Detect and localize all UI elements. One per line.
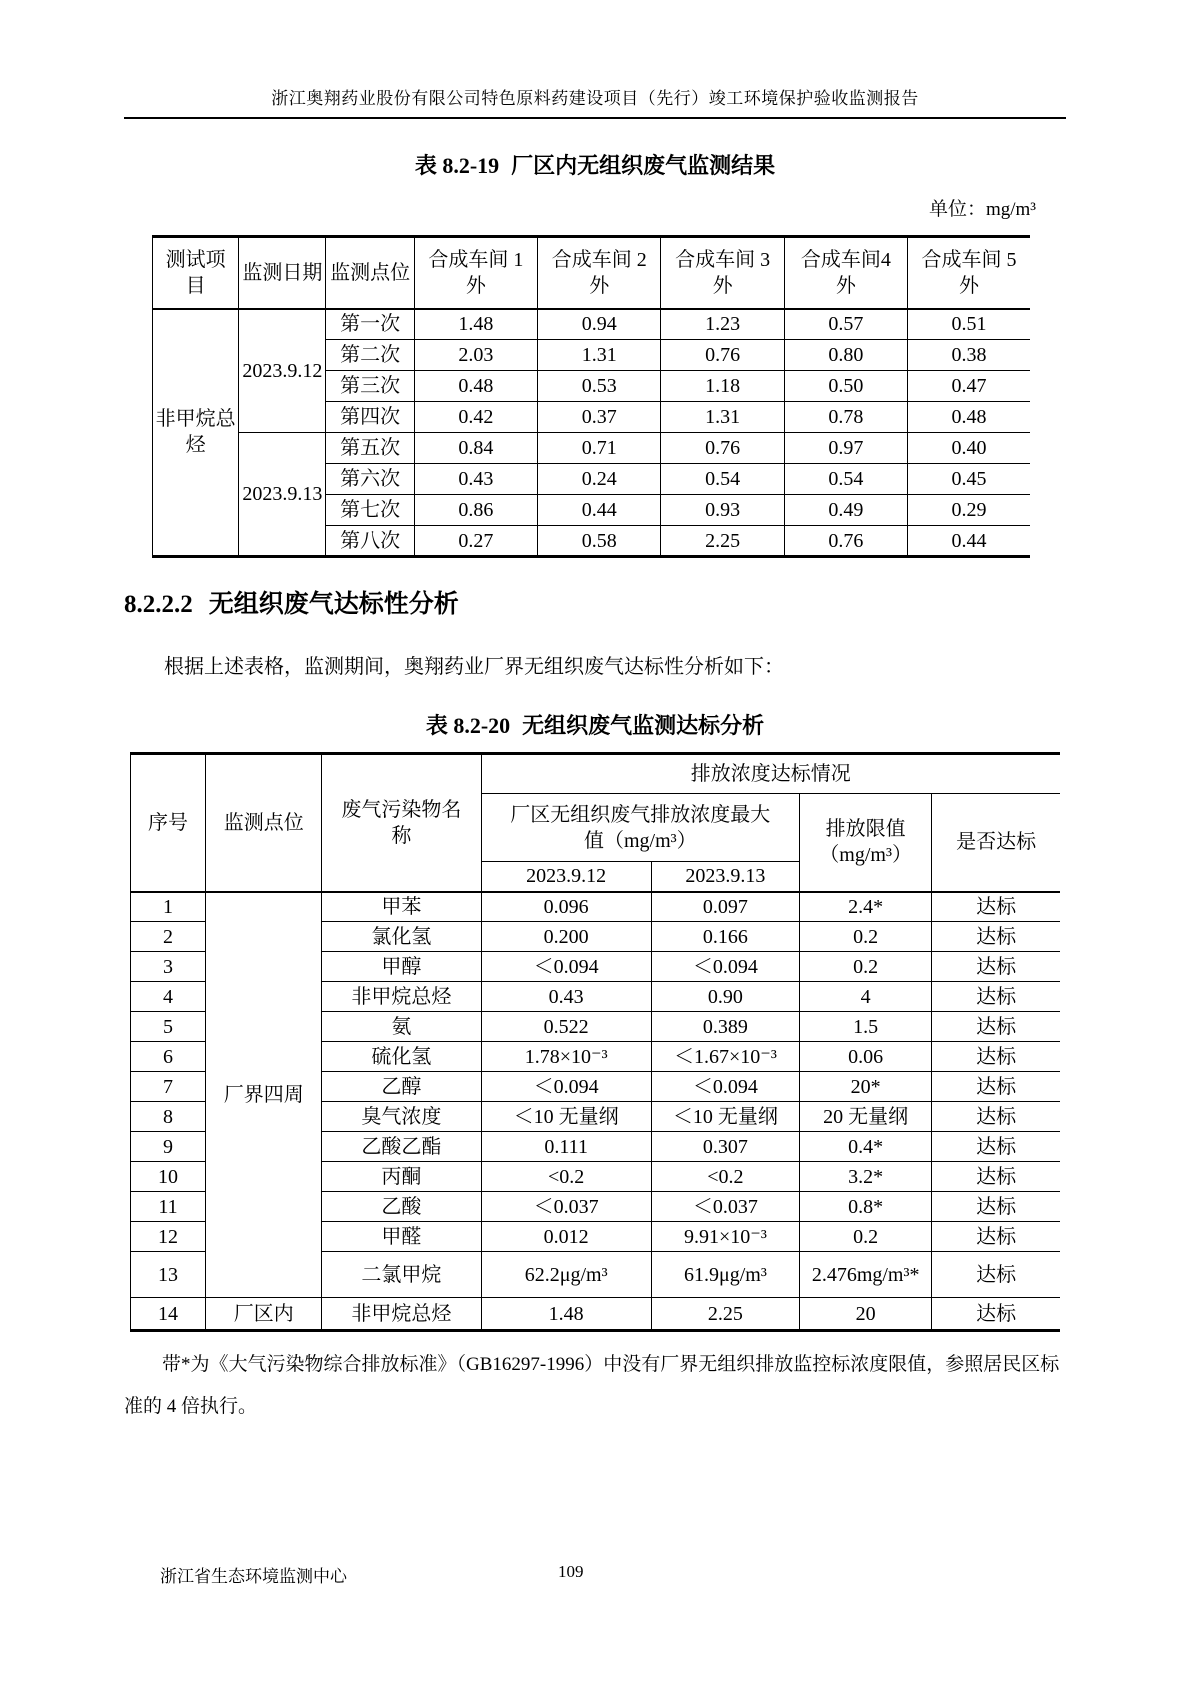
header-line: 外 (712, 274, 733, 297)
pollutant-header-cell (322, 754, 481, 892)
trial-label-cell: 第八次 (326, 526, 414, 557)
pollutant-cell: 二氯甲烷 (322, 1252, 481, 1298)
value-cell: 0.111 (481, 1132, 651, 1162)
value-cell: 0.48 (908, 402, 1030, 433)
seq-cell: 7 (131, 1072, 206, 1102)
seq-cell: 4 (131, 982, 206, 1012)
value-cell: 0.307 (651, 1132, 799, 1162)
section-number: 8.2.2.2 (124, 591, 193, 618)
status-cell: 达标 (932, 1252, 1060, 1298)
pollutant-cell: 乙醇 (322, 1072, 481, 1102)
value-cell: 0.90 (651, 982, 799, 1012)
pollutant-cell: 甲醇 (322, 952, 481, 982)
seq-cell: 8 (131, 1102, 206, 1132)
unit-label: 单位：mg/m³ (928, 199, 1036, 220)
limit-cell: 20* (800, 1072, 932, 1102)
status-cell: 达标 (932, 892, 1060, 922)
header-line: 废气污染物名 (341, 798, 462, 821)
header-line: 合成车间 2 (551, 248, 647, 271)
seq-cell: 14 (131, 1298, 206, 1331)
value-cell: 0.93 (661, 495, 784, 526)
seq-cell: 5 (131, 1012, 206, 1042)
value-cell: 0.012 (481, 1222, 651, 1252)
value-cell: 0.80 (784, 340, 907, 371)
header-line: 排放限值 (825, 818, 906, 841)
test-item-header-cell (153, 237, 239, 309)
limit-cell: 0.06 (800, 1042, 932, 1072)
value-cell: 2.03 (414, 340, 537, 371)
value-cell: 0.84 (414, 433, 537, 464)
workshop2-header-cell (538, 237, 661, 309)
value-cell: 0.43 (414, 464, 537, 495)
value-cell: 2.25 (661, 526, 784, 557)
status-cell: 达标 (932, 1192, 1060, 1222)
pollutant-cell: 臭气浓度 (322, 1102, 481, 1132)
trial-label-cell: 第一次 (326, 309, 414, 340)
table1-header-row (153, 237, 1031, 309)
limit-cell: 20 (800, 1298, 932, 1331)
value-cell: 0.58 (538, 526, 661, 557)
value-cell: 0.97 (784, 433, 907, 464)
value-cell: 0.45 (908, 464, 1030, 495)
point-header-cell: 监测点位 (326, 237, 414, 309)
header-line: 外 (589, 274, 610, 297)
pollutant-cell: 氯化氢 (322, 922, 481, 952)
table-footnote (124, 1344, 1066, 1428)
value-cell: ＜1.67×10⁻³ (651, 1042, 799, 1072)
limit-header-cell (800, 794, 932, 892)
date2-header-cell: 2023.9.13 (651, 862, 799, 892)
limit-cell: 0.2 (800, 922, 932, 952)
value-cell: 0.389 (651, 1012, 799, 1042)
table2-title (124, 709, 1066, 740)
value-cell: 1.31 (538, 340, 661, 371)
test-item-cell: 非甲烷总烃 (153, 309, 239, 557)
table-row (131, 892, 1061, 922)
point-cell: 厂区内 (206, 1298, 322, 1331)
status-cell: 达标 (932, 1162, 1060, 1192)
trial-label-cell: 第三次 (326, 371, 414, 402)
limit-cell: 2.4* (800, 892, 932, 922)
workshop1-header-cell (414, 237, 537, 309)
status-cell: 达标 (932, 1102, 1060, 1132)
value-cell: 0.42 (414, 402, 537, 433)
value-cell: 0.54 (784, 464, 907, 495)
value-cell: 0.166 (651, 922, 799, 952)
header-line: 测试项 (165, 248, 226, 271)
value-cell: ＜0.037 (651, 1192, 799, 1222)
value-cell: 0.43 (481, 982, 651, 1012)
seq-cell: 3 (131, 952, 206, 982)
status-cell: 达标 (932, 982, 1060, 1012)
header-line: 厂区无组织废气排放浓度最大 (510, 803, 771, 826)
pollutant-cell: 乙酸乙酯 (322, 1132, 481, 1162)
value-cell: ＜0.094 (651, 952, 799, 982)
seq-cell: 2 (131, 922, 206, 952)
limit-cell: 1.5 (800, 1012, 932, 1042)
header-line: 合成车间4 (800, 248, 891, 271)
header-line: 值（mg/m³） (583, 829, 697, 852)
point-cell: 厂界四周 (206, 892, 322, 1298)
table-compliance-analysis (130, 752, 1060, 1332)
seq-cell: 13 (131, 1252, 206, 1298)
seq-cell: 1 (131, 892, 206, 922)
value-cell: 0.94 (538, 309, 661, 340)
value-cell: 0.71 (538, 433, 661, 464)
value-cell: 0.24 (538, 464, 661, 495)
value-cell: 0.522 (481, 1012, 651, 1042)
value-cell: ＜0.094 (651, 1072, 799, 1102)
seq-cell: 11 (131, 1192, 206, 1222)
value-cell: 1.48 (481, 1298, 651, 1331)
page-number: 109 (558, 1562, 584, 1581)
intro-paragraph: 根据上述表格，监测期间，奥翔药业厂界无组织废气达标性分析如下： (164, 656, 784, 678)
header-line: 外 (465, 274, 486, 297)
value-cell: 1.78×10⁻³ (481, 1042, 651, 1072)
value-cell: 62.2μg/m³ (481, 1252, 651, 1298)
value-cell: 0.86 (414, 495, 537, 526)
value-cell: 0.44 (538, 495, 661, 526)
value-cell: ＜0.037 (481, 1192, 651, 1222)
value-cell: 0.50 (784, 371, 907, 402)
pollutant-cell: 甲醛 (322, 1222, 481, 1252)
value-cell: 0.51 (908, 309, 1030, 340)
header-line: 合成车间 3 (675, 248, 771, 271)
pollutant-cell: 乙酸 (322, 1192, 481, 1222)
header-line: 外 (959, 274, 980, 297)
limit-cell: 0.2 (800, 1222, 932, 1252)
value-cell: 0.29 (908, 495, 1030, 526)
table2-header-row-1 (131, 754, 1061, 794)
pollutant-cell: 甲苯 (322, 892, 481, 922)
value-cell: 9.91×10⁻³ (651, 1222, 799, 1252)
value-cell: 0.096 (481, 892, 651, 922)
header-line: 目 (185, 274, 206, 297)
workshop4-header-cell (784, 237, 907, 309)
value-cell: 1.31 (661, 402, 784, 433)
value-cell: 0.27 (414, 526, 537, 557)
value-cell: 0.78 (784, 402, 907, 433)
compliance-group-header-cell: 排放浓度达标情况 (481, 754, 1060, 794)
seq-cell: 12 (131, 1222, 206, 1252)
status-cell: 达标 (932, 1072, 1060, 1102)
value-cell: 0.44 (908, 526, 1030, 557)
value-cell: 0.57 (784, 309, 907, 340)
value-cell: 1.18 (661, 371, 784, 402)
workshop5-header-cell (908, 237, 1030, 309)
limit-cell: 20 无量纲 (800, 1102, 932, 1132)
value-cell: 0.48 (414, 371, 537, 402)
seq-cell: 9 (131, 1132, 206, 1162)
status-cell: 达标 (932, 1132, 1060, 1162)
value-cell: ＜0.094 (481, 952, 651, 982)
status-cell: 达标 (932, 1042, 1060, 1072)
value-cell: 0.40 (908, 433, 1030, 464)
value-cell: ＜10 无量纲 (651, 1102, 799, 1132)
footnote-line: 带*为《大气污染物综合排放标准》（GB16297-1996）中没有厂界无组织排放监控标浓度限值，参照居民区标 (162, 1354, 1060, 1375)
seq-cell: 10 (131, 1162, 206, 1192)
value-cell: 0.37 (538, 402, 661, 433)
value-cell: 2.25 (651, 1298, 799, 1331)
limit-cell: 2.476mg/m³* (800, 1252, 932, 1298)
table-row (131, 1298, 1061, 1331)
pollutant-cell: 非甲烷总烃 (322, 1298, 481, 1331)
table2-number: 表 8.2-20 (425, 713, 511, 738)
pollutant-cell: 丙酮 (322, 1162, 481, 1192)
date-cell: 2023.9.13 (239, 433, 326, 557)
footer-organization: 浙江省生态环境监测中心 (160, 1567, 347, 1586)
date-header-cell: 监测日期 (239, 237, 326, 309)
value-cell: 0.76 (661, 433, 784, 464)
value-cell: 0.47 (908, 371, 1030, 402)
header-divider (124, 117, 1066, 119)
table2-title-text: 无组织废气监测达标分析 (522, 713, 765, 738)
value-cell: 0.53 (538, 371, 661, 402)
status-cell: 达标 (932, 922, 1060, 952)
value-cell: <0.2 (651, 1162, 799, 1192)
value-cell: 0.38 (908, 340, 1030, 371)
limit-cell: 0.2 (800, 952, 932, 982)
footnote-line: 准的 4 倍执行。 (124, 1396, 258, 1417)
value-cell: 0.49 (784, 495, 907, 526)
pollutant-cell: 非甲烷总烃 (322, 982, 481, 1012)
value-cell: ＜10 无量纲 (481, 1102, 651, 1132)
table-row (153, 309, 1031, 340)
document-header-title: 浙江奥翔药业股份有限公司特色原料药建设项目（先行）竣工环境保护验收监测报告 (271, 89, 919, 108)
status-cell: 达标 (932, 1222, 1060, 1252)
seq-cell: 6 (131, 1042, 206, 1072)
header-line: 合成车间 1 (428, 248, 524, 271)
status-cell: 达标 (932, 1012, 1060, 1042)
table1-title-text: 厂区内无组织废气监测结果 (511, 153, 776, 178)
value-cell: 0.200 (481, 922, 651, 952)
status-cell: 达标 (932, 1298, 1060, 1331)
table-row (153, 433, 1031, 464)
table1-title (124, 149, 1066, 180)
limit-cell: 4 (800, 982, 932, 1012)
value-cell: 0.76 (661, 340, 784, 371)
header-line: 外 (835, 274, 856, 297)
point-header-cell: 监测点位 (206, 754, 322, 892)
value-cell: 0.097 (651, 892, 799, 922)
value-cell: <0.2 (481, 1162, 651, 1192)
date1-header-cell: 2023.9.12 (481, 862, 651, 892)
trial-label-cell: 第五次 (326, 433, 414, 464)
seq-header-cell: 序号 (131, 754, 206, 892)
value-cell: 61.9μg/m³ (651, 1252, 799, 1298)
date-cell: 2023.9.12 (239, 309, 326, 433)
value-cell: 1.23 (661, 309, 784, 340)
compliance-header-cell: 是否达标 (932, 794, 1060, 892)
workshop3-header-cell (661, 237, 784, 309)
max-concentration-header-cell (481, 794, 800, 862)
header-line: （mg/m³） (819, 844, 912, 867)
limit-cell: 3.2* (800, 1162, 932, 1192)
limit-cell: 0.4* (800, 1132, 932, 1162)
table-unorganized-gas-results (152, 235, 1030, 558)
limit-cell: 0.8* (800, 1192, 932, 1222)
pollutant-cell: 氨 (322, 1012, 481, 1042)
status-cell: 达标 (932, 952, 1060, 982)
header-line: 合成车间 5 (921, 248, 1017, 271)
trial-label-cell: 第六次 (326, 464, 414, 495)
section-title: 无组织废气达标性分析 (208, 591, 459, 618)
value-cell: ＜0.094 (481, 1072, 651, 1102)
section-heading (124, 584, 1066, 620)
trial-label-cell: 第二次 (326, 340, 414, 371)
value-cell: 0.76 (784, 526, 907, 557)
pollutant-cell: 硫化氢 (322, 1042, 481, 1072)
header-line: 称 (391, 824, 412, 847)
value-cell: 1.48 (414, 309, 537, 340)
value-cell: 0.54 (661, 464, 784, 495)
trial-label-cell: 第七次 (326, 495, 414, 526)
trial-label-cell: 第四次 (326, 402, 414, 433)
table1-number: 表 8.2-19 (414, 153, 500, 178)
